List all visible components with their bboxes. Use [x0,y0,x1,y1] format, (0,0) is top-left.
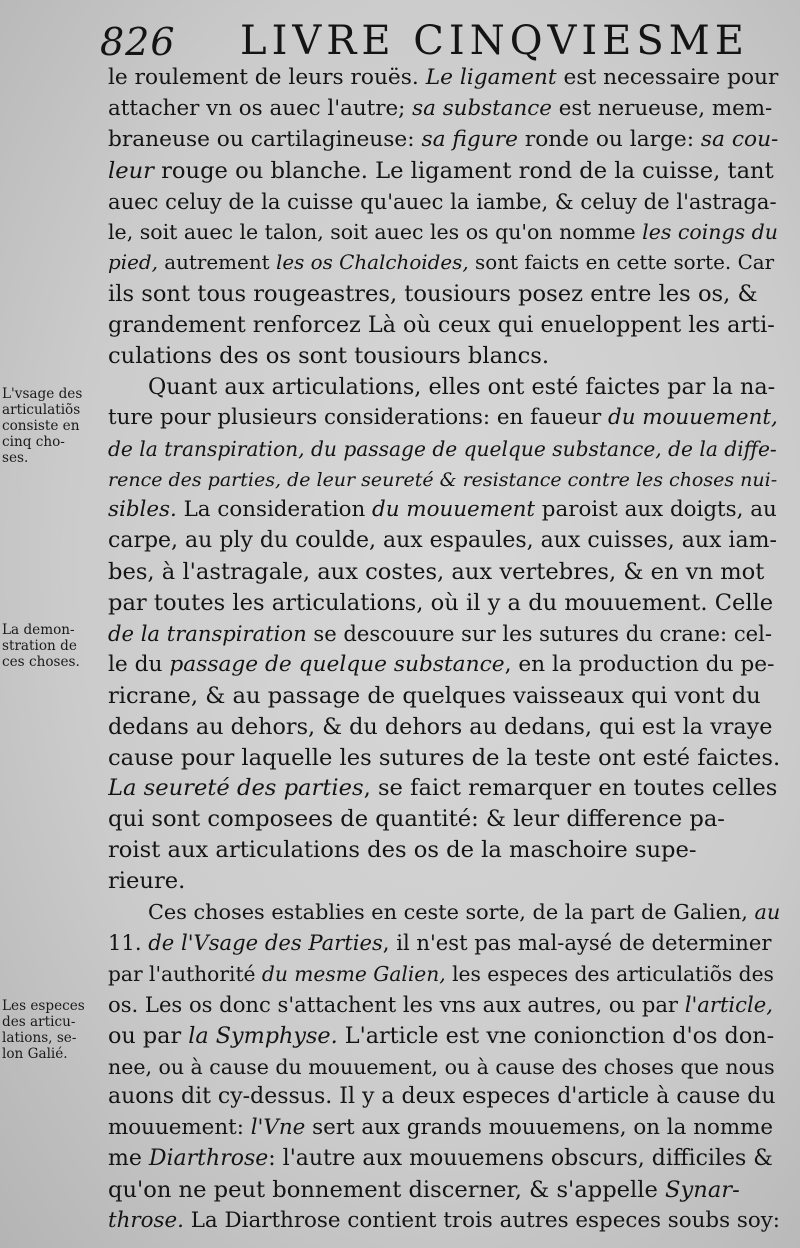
margin-note-line: lations, se- [2,1030,77,1046]
italic-text: du mesme Galien, [261,961,446,986]
running-title: LIVRE CINQVIESME [240,18,749,64]
italic-text: de l'Vsage des Parties [148,929,383,955]
roman-text: ronde ou large: [517,126,701,152]
roman-text: ture pour plusieurs considerations: en faueur [108,404,608,430]
text-line [108,743,780,774]
text-line [108,1113,780,1144]
italic-text: La seureté des parties [108,775,364,802]
text-line [108,1206,780,1237]
margin-note-line: ces choses. [2,654,80,670]
roman-text: qui sont composees de quantité: & leur difference pa- [108,806,725,833]
roman-text: Ces choses establies en ceste sorte, de la part de Galien, [148,900,755,925]
roman-text: le du [108,651,170,677]
roman-text: ricrane, & au passage de quelques vaisseaux qui vont du [108,682,761,709]
italic-text: sa figure [421,126,518,152]
text-line [108,1082,780,1113]
text-line [108,495,780,526]
italic-text: de la transpiration, du passage de quelque substance, de la diffe- [108,436,777,461]
text-line [108,866,780,897]
text-line [108,125,780,156]
margin-note-line: des articu- [2,1014,76,1030]
roman-text: par l'authorité [108,961,262,986]
italic-text: sa substance [412,95,552,121]
text-line [108,990,780,1021]
margin-note-line: lon Galié. [2,1046,68,1062]
margin-note-line: Les especes [2,998,85,1014]
text-line [108,959,780,990]
italic-text: sa cou- [700,126,779,152]
text-line [108,650,780,681]
text-line [108,465,780,496]
body-text [108,63,780,1237]
italic-text: pied, [108,251,158,275]
margin-note-line: La demon- [2,622,75,638]
text-line [108,928,780,959]
roman-text: les especes des articulatiõs des [445,961,774,986]
italic-text: throse. [108,1207,184,1233]
italic-text: Synar- [665,1177,740,1204]
italic-text: les os Chalchoides, [275,251,469,275]
italic-text: les coings du [642,220,778,245]
text-line [108,403,780,434]
roman-text: L'article est vne conionction d'os don- [337,1022,775,1049]
text-line [108,187,780,218]
roman-text: braneuse ou cartilagineuse: [108,126,422,152]
margin-note [2,622,106,670]
roman-text: roist aux articulations des os de la maschoire supe- [108,837,697,864]
italic-text: au [754,900,780,925]
roman-text: autrement [157,251,276,275]
margin-note-line: stration de [2,638,77,654]
roman-text: ils sont tous rougeastres, tousiours posez entre les os, & [108,281,758,308]
italic-text: du mouuement, [608,404,778,430]
text-line [108,619,780,650]
text-line [108,681,780,712]
running-header [0,8,800,64]
roman-text: rieure. [108,868,186,895]
text-line [108,310,780,341]
roman-text: La consideration [176,497,373,523]
text-line [108,1175,780,1206]
roman-text: carpe, au ply du coulde, aux espaules, aux cuisses, aux iam- [108,528,777,554]
margin-note-line: consiste en [2,418,80,434]
italic-text: passage de quelque substance [169,651,505,677]
italic-text: Le ligament [425,65,557,90]
roman-text: rouge ou blanche. Le ligament rond de la cuisse, tant [153,157,774,184]
roman-text: le roulement de leurs rouës. [108,65,426,90]
text-line [108,94,780,125]
roman-text: La Diarthrose contient trois autres especes soubs soy: [183,1207,780,1233]
roman-text: : l'autre aux mouuemens obscurs, difficiles & [268,1146,773,1172]
roman-text: se descouure sur les sutures du crane: cel- [306,621,773,647]
roman-text: attacher vn os auec l'autre; [108,95,413,121]
italic-text: leur [108,157,154,184]
margin-note [2,998,106,1062]
margin-note-line: L'vsage des [2,386,83,402]
text-line [108,1021,780,1052]
text-line [108,372,780,403]
text-line [108,773,780,804]
text-line [108,557,780,588]
roman-text: ou par [108,1022,189,1049]
roman-text: paroist aux doigts, au [535,497,777,523]
margin-note-line: articulatiõs [2,402,81,418]
roman-text: me [108,1146,149,1172]
margin-note-line: ses. [2,450,29,466]
text-line [108,248,780,279]
roman-text: sont faicts en cette sorte. Car [468,251,775,275]
text-line [108,279,780,310]
text-line [108,712,780,743]
italic-text: l'Vne [250,1115,306,1141]
roman-text: est nerueuse, mem- [551,95,773,121]
roman-text: qu'on ne peut bonnement discerner, & s'appelle [108,1177,666,1204]
roman-text: auec celuy de la cuisse qu'auec la iambe, & celuy de l'astraga- [108,188,777,214]
roman-text: cause pour laquelle les sutures de la teste ont esté faictes. [108,744,780,771]
roman-text: dedans au dehors, & du dehors au dedans, qui est la vraye [108,713,773,740]
roman-text: bes, à l'astragale, aux costes, aux vertebres, & en vn mot [108,559,765,586]
roman-text: os. Les os donc s'attachent les vns aux autres, ou par [108,991,685,1017]
roman-text: 11. [108,929,149,955]
italic-text: sibles. [108,497,177,523]
roman-text: , en la production du pe- [504,651,775,677]
roman-text: grandement renforcez Là où ceux qui enueloppent les arti- [108,312,775,339]
text-line [108,1052,780,1083]
roman-text: culations des os sont tousiours blancs. [108,343,550,370]
italic-text: Diarthrose [148,1146,269,1172]
text-line [108,526,780,557]
margin-note-line: cinq cho- [2,434,65,450]
text-line [108,341,780,372]
text-line [108,897,780,928]
roman-text: auons dit cy-dessus. Il y a deux especes d'article à cause du [108,1084,776,1110]
text-line [108,217,780,248]
italic-text: la Symphyse. [188,1022,338,1049]
italic-text: rence des parties, de leur seureté & resistance contre les choses nui- [108,468,778,491]
text-line [108,434,780,465]
roman-text: , se faict remarquer en toutes celles [363,775,778,802]
roman-text: le, soit auec le talon, soit auec les os qu'on nomme [108,220,643,245]
italic-text: l'article, [684,991,773,1017]
text-line [108,63,780,94]
roman-text: nee, ou à cause du mouuement, ou à cause des choses que nous [108,1054,775,1079]
margin-note [2,386,106,466]
roman-text: Quant aux articulations, elles ont esté faictes par la na- [148,373,776,400]
text-line [108,804,780,835]
roman-text: par toutes les articulations, où il y a du mouuement. Celle [108,590,774,617]
text-line [108,588,780,619]
roman-text: sert aux grands mouuemens, on la nomme [305,1115,774,1141]
text-line [108,1144,780,1175]
text-line [108,835,780,866]
italic-text: de la transpiration [108,621,307,647]
roman-text: est necessaire pour [556,65,779,90]
roman-text: , il n'est pas mal-aysé de determiner [382,929,772,955]
text-line [108,156,780,187]
italic-text: du mouuement [372,497,535,523]
roman-text: mouuement: [108,1115,251,1141]
page-number: 826 [100,20,176,64]
